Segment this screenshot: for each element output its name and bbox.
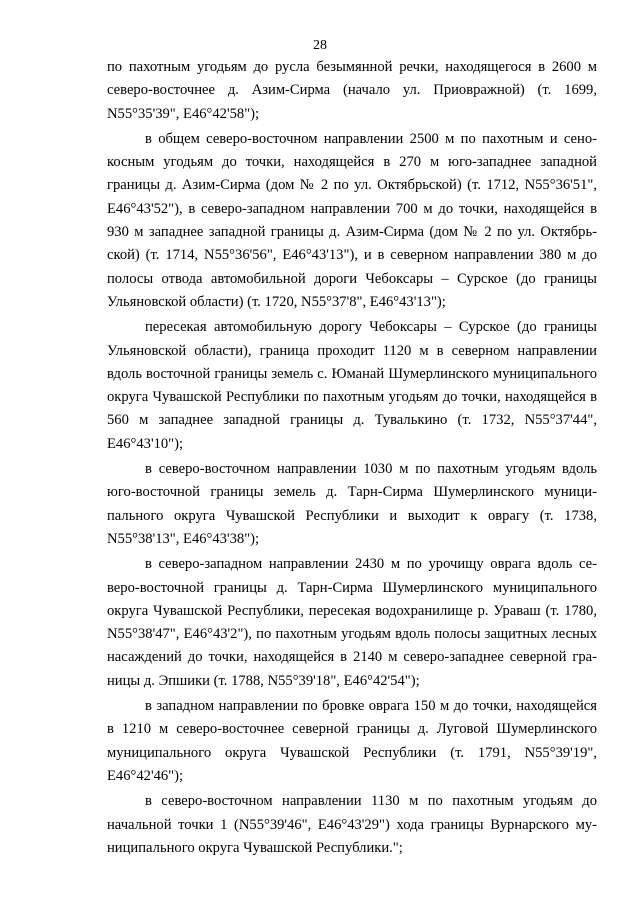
paragraph-1: по пахотным угодьям до русла безымянной речки, находящегося в 2600 м северо-восточнее д. Азим-Сирма (начало ул. Приовражной) (т. 1699, N55°35'39", E46°42'58");: [107, 59, 597, 122]
paragraph-2: в общем северо-восточном направлении 2500 м по пахотным и сенокосным угодьям до точки, находящейся в 270 м юго-западнее западной границы д. Азим-Сирма (дом № 2 по ул. Октябрьской) (т. 1712, N55°36'51", E46°43'52"), в северо-западном направлении 700 м до точки, находящейся в 930 м западнее западной границы д. Азим-Сирма (дом № 2 по ул. Октябрьской) (т. 1714, N55°36'56", E46°43'13"), и в северном направлении 380 м до полосы отвода автомобильной дороги Чебоксары – Сурское (до границы Ульяновской области) (т. 1720, N55°37'8", E46°43'13");: [107, 130, 597, 310]
paragraph-6: в западном направлении по бровке оврага 150 м до точки, находящейся в 1210 м северо-восточнее северной границы д. Луговой Шумерлинского муниципального округа Чувашской Республики (т. 1791, N55°39'19", E46°42'46");: [107, 698, 597, 784]
page-number: 28: [313, 38, 327, 53]
paragraph-4: в северо-восточном направлении 1030 м по пахотным угодьям вдоль юго-восточной границы земель д. Тарн-Сирма Шумерлинского муниципального округа Чувашской Республики и выходит к оврагу (т. 1738, N55°38'13", E46°43'38");: [107, 461, 597, 547]
paragraph-7: в северо-восточном направлении 1130 м по пахотным угодьям до начальной точки 1 (N55°39'46", E46°43'29") хода границы Вурнарского муниципального округа Чувашской Республики.";: [107, 793, 597, 856]
paragraph-5: в северо-западном направлении 2430 м по урочищу оврага вдоль северо-восточной границы д. Тарн-Сирма Шумерлинского муниципального округа Чувашской Республики, пересекая водохранилище р. Ураваш (т. 1780, N55°38'47", E46°43'2"), по пахотным угодьям вдоль полосы защитных лесных насаждений до точки, находящейся в 2140 м северо-западнее северной границы д. Эпшики (т. 1788, N55°39'18", E46°42'54");: [107, 556, 597, 689]
document-body: [107, 56, 597, 860]
paragraph-3: пересекая автомобильную дорогу Чебоксары – Сурское (до границы Ульяновской области), граница проходит 1120 м в северном направлении вдоль восточной границы земель с. Юманай Шумерлинского муниципального округа Чувашской Республики по пахотным угодьям до точки, находящейся в 560 м западнее западной границы д. Тувалькино (т. 1732, N55°37'44", E46°43'10");: [107, 319, 597, 452]
